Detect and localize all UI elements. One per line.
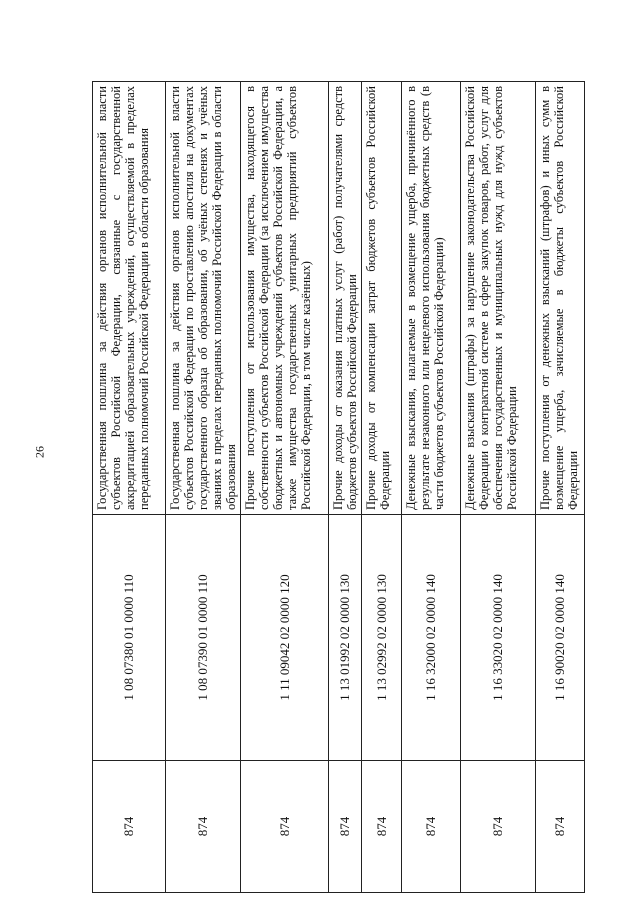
table-row [93,82,166,893]
table-row [362,82,402,893]
table-row [329,82,362,893]
admin-code-cell: 874 [362,761,402,893]
kbk-code-cell: 1 11 09042 02 0000 120 [241,515,329,761]
admin-code-cell: 874 [461,761,536,893]
kbk-code-cell: 1 16 90020 02 0000 140 [536,515,585,761]
admin-code-cell: 874 [241,761,329,893]
kbk-code-cell: 1 13 02992 02 0000 130 [362,515,402,761]
revenue-name-cell: Прочие доходы от оказания платных услуг (работ) получателями средств бюджетов субъектов Российской Федерации [329,82,362,515]
kbk-code-cell: 1 08 07380 01 0000 110 [93,515,166,761]
admin-code-cell: 874 [93,761,166,893]
admin-code-cell: 874 [536,761,585,893]
table-row [461,82,536,893]
table-row [536,82,585,893]
kbk-code-cell: 1 08 07390 01 0000 110 [166,515,241,761]
revenue-codes-table [92,81,585,893]
revenue-name-cell: Прочие поступления от использования имущества, находящегося в собственности субъектов Российской Федерации (за исключением имущества бюджетных и автономных учреждений субъектов Российской Федерации, а также имущества государственных унитарных предприятий субъектов Российской Федерации, в том числе казённых) [241,82,329,515]
kbk-code-cell: 1 16 33020 02 0000 140 [461,515,536,761]
admin-code-cell: 874 [329,761,362,893]
revenue-name-cell: Государственная пошлина за действия органов исполнительной власти субъектов Российской Федерации по проставлению апостиля на документах государственного образца об образовании, об учёных степенях и учёных званиях в пределах переданных полномочий Российской Федерации в области образования [166,82,241,515]
table-row [241,82,329,893]
table-row [166,82,241,893]
revenue-name-cell: Прочие доходы от компенсации затрат бюджетов субъектов Российской Федерации [362,82,402,515]
revenue-name-cell: Государственная пошлина за действия органов исполнительной власти субъектов Российской Федерации, связанные с государственной аккредитацией образовательных учреждений, осуществляемой в пределах переданных полномочий Российской Федерации в области образования [93,82,166,515]
table-row [402,82,461,893]
kbk-code-cell: 1 16 32000 02 0000 140 [402,515,461,761]
kbk-code-cell: 1 13 01992 02 0000 130 [329,515,362,761]
page-number: 26 [32,446,47,458]
admin-code-cell: 874 [402,761,461,893]
revenue-name-cell: Денежные взыскания, налагаемые в возмещение ущерба, причинённого в результате незаконного или нецелевого использования бюджетных средств (в части бюджетов субъектов Российской Федерации) [402,82,461,515]
admin-code-cell: 874 [166,761,241,893]
revenue-name-cell: Денежные взыскания (штрафы) за нарушение законодательства Российской Федерации о контрактной системе в сфере закупок товаров, работ, услуг для обеспечения государственных и муниципальных нужд для нужд субъектов Российской Федерации [461,82,536,515]
revenue-name-cell: Прочие поступления от денежных взысканий (штрафов) и иных сумм в возмещение ущерба, зачисляемые в бюджеты субъектов Российской Федерации [536,82,585,515]
